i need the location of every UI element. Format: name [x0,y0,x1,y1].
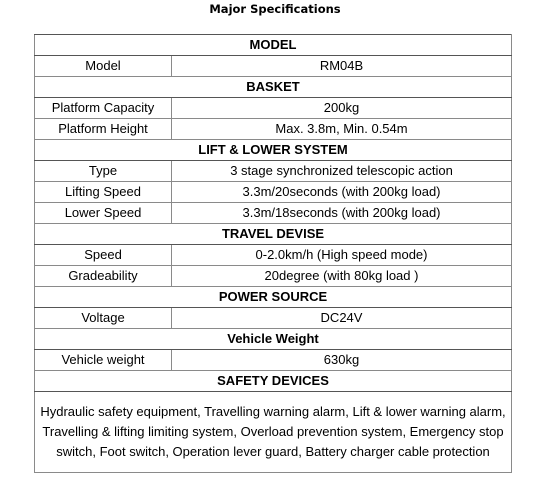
row-value-platform-capacity: 200kg [172,98,512,119]
row-label-speed: Speed [35,245,172,266]
row-value-platform-height: Max. 3.8m, Min. 0.54m [172,119,512,140]
row-value-speed: 0-2.0km/h (High speed mode) [172,245,512,266]
row-value-lifting-speed: 3.3m/20seconds (with 200kg load) [172,182,512,203]
row-value-type: 3 stage synchronized telescopic action [172,161,512,182]
table-row [35,161,512,182]
row-label-type: Type [35,161,172,182]
row-value-lower-speed: 3.3m/18seconds (with 200kg load) [172,203,512,224]
table-row [35,266,512,287]
row-label-voltage: Voltage [35,308,172,329]
section-header-row [35,371,512,392]
specifications-table [34,34,512,473]
section-header-row [35,287,512,308]
table-row [35,245,512,266]
table-row [35,350,512,371]
row-value-vehicle-weight: 630kg [172,350,512,371]
section-heading-power: POWER SOURCE [35,287,512,308]
section-heading-basket: BASKET [35,77,512,98]
table-row [35,308,512,329]
table-row [35,392,512,473]
safety-devices-text: Hydraulic safety equipment, Travelling warning alarm, Lift & lower warning alarm, Travelling & lifting limiting system, Overload prevention system, Emergency stop switch, Foot switch, Operation lever guard, Battery charger cable protection [35,392,512,473]
table-row [35,119,512,140]
row-value-model: RM04B [172,56,512,77]
row-label-model: Model [35,56,172,77]
document-title: Major Specifications [209,2,341,16]
section-header-row [35,329,512,350]
section-header-row [35,224,512,245]
section-heading-travel: TRAVEL DEVISE [35,224,512,245]
table-row [35,98,512,119]
table-row [35,182,512,203]
row-label-lifting-speed: Lifting Speed [35,182,172,203]
row-label-vehicle-weight: Vehicle weight [35,350,172,371]
section-heading-lift: LIFT & LOWER SYSTEM [35,140,512,161]
row-label-gradeability: Gradeability [35,266,172,287]
row-value-gradeability: 20degree (with 80kg load ) [172,266,512,287]
table-row [35,203,512,224]
row-label-lower-speed: Lower Speed [35,203,172,224]
section-heading-model: MODEL [35,35,512,56]
table-row [35,56,512,77]
section-heading-safety: SAFETY DEVICES [35,371,512,392]
row-label-platform-capacity: Platform Capacity [35,98,172,119]
section-header-row [35,77,512,98]
section-header-row [35,35,512,56]
section-heading-weight: Vehicle Weight [35,329,512,350]
row-value-voltage: DC24V [172,308,512,329]
section-header-row [35,140,512,161]
row-label-platform-height: Platform Height [35,119,172,140]
